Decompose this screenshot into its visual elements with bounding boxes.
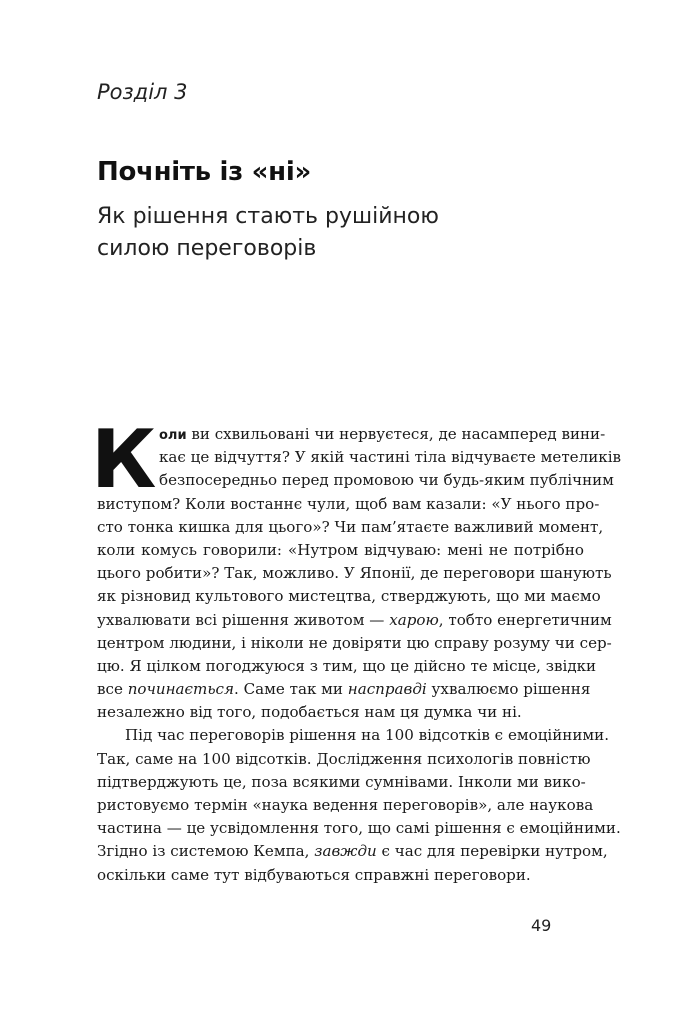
text-line: частина — це усвідомлення того, що самі рішення є емоційними. bbox=[97, 819, 621, 838]
text-span: все bbox=[97, 680, 128, 699]
text-line bbox=[97, 609, 612, 632]
emphasis: харою bbox=[389, 610, 439, 629]
text-line: коли комусь говорили: «Нутром відчуваю: мені не потрібно bbox=[97, 540, 584, 559]
emphasis: завжди bbox=[314, 842, 377, 861]
text-line: Під час переговорів рішення на 100 відсотків є емоційними. bbox=[125, 726, 610, 745]
text-line: ристовуємо термін «наука ведення переговорів», але наукова bbox=[97, 796, 594, 814]
text-line bbox=[97, 423, 606, 446]
chapter-subtitle bbox=[97, 201, 439, 265]
text-line: оскільки саме тут відбуваються справжні переговори. bbox=[97, 865, 531, 884]
emphasis: насправді bbox=[347, 680, 427, 699]
text-span: ви схвильовані чи нервуєтеся, де насамперед вини- bbox=[186, 425, 606, 443]
text-line: підтверджують це, поза всякими сумнівами. Інколи ми вико- bbox=[97, 772, 586, 791]
subtitle-line: силою переговорів bbox=[97, 236, 317, 261]
chapter-title: Почніть із «ні» bbox=[97, 157, 311, 187]
text-line: незалежно від того, подобається нам ця думка чи ні. bbox=[97, 703, 522, 722]
text-line: як різновид культового мистецтва, стверджують, що ми маємо bbox=[97, 587, 601, 606]
subtitle-line: Як рішення стають рушійною bbox=[97, 204, 439, 229]
drop-cap: К bbox=[91, 413, 157, 506]
page-number: 49 bbox=[531, 916, 552, 935]
text-line bbox=[97, 840, 608, 863]
text-line: цю. Я цілком погоджуюся з тим, що це дійсно те місце, звідки bbox=[97, 656, 597, 675]
text-span: , тобто енергетичним bbox=[438, 610, 612, 629]
emphasis: починається bbox=[127, 680, 234, 699]
lead-in: оли bbox=[159, 428, 187, 443]
text-line: центром людини, і ніколи не довіряти цю справу розуму чи сер- bbox=[97, 633, 612, 652]
text-line: виступом? Коли востаннє чули, щоб вам казали: «У нього про- bbox=[97, 494, 600, 513]
text-line: сто тонка кишка для цього»? Чи пам’ятаєте важливий момент, bbox=[97, 517, 604, 536]
text-line bbox=[97, 678, 591, 701]
chapter-label: Розділ 3 bbox=[97, 80, 188, 104]
text-span: є час для перевірки нутром, bbox=[376, 842, 608, 861]
text-line: цього робити»? Так, можливо. У Японії, де переговори шанують bbox=[97, 564, 612, 583]
body-text bbox=[91, 413, 622, 887]
text-line: Так, саме на 100 відсотків. Дослідження психологів повністю bbox=[97, 749, 591, 768]
text-line: безпосередньо перед промовою чи будь-яким публічним bbox=[159, 471, 614, 490]
text-span: . Саме так ми bbox=[233, 680, 348, 699]
text-span: ухвалюємо рішення bbox=[426, 680, 591, 699]
text-span: ухвалювати всі рішення животом — bbox=[97, 610, 390, 629]
text-line: кає це відчуття? У якій частині тіла відчуваєте метеликів bbox=[159, 448, 622, 467]
text-span: Згідно із системою Кемпа, bbox=[97, 842, 315, 861]
